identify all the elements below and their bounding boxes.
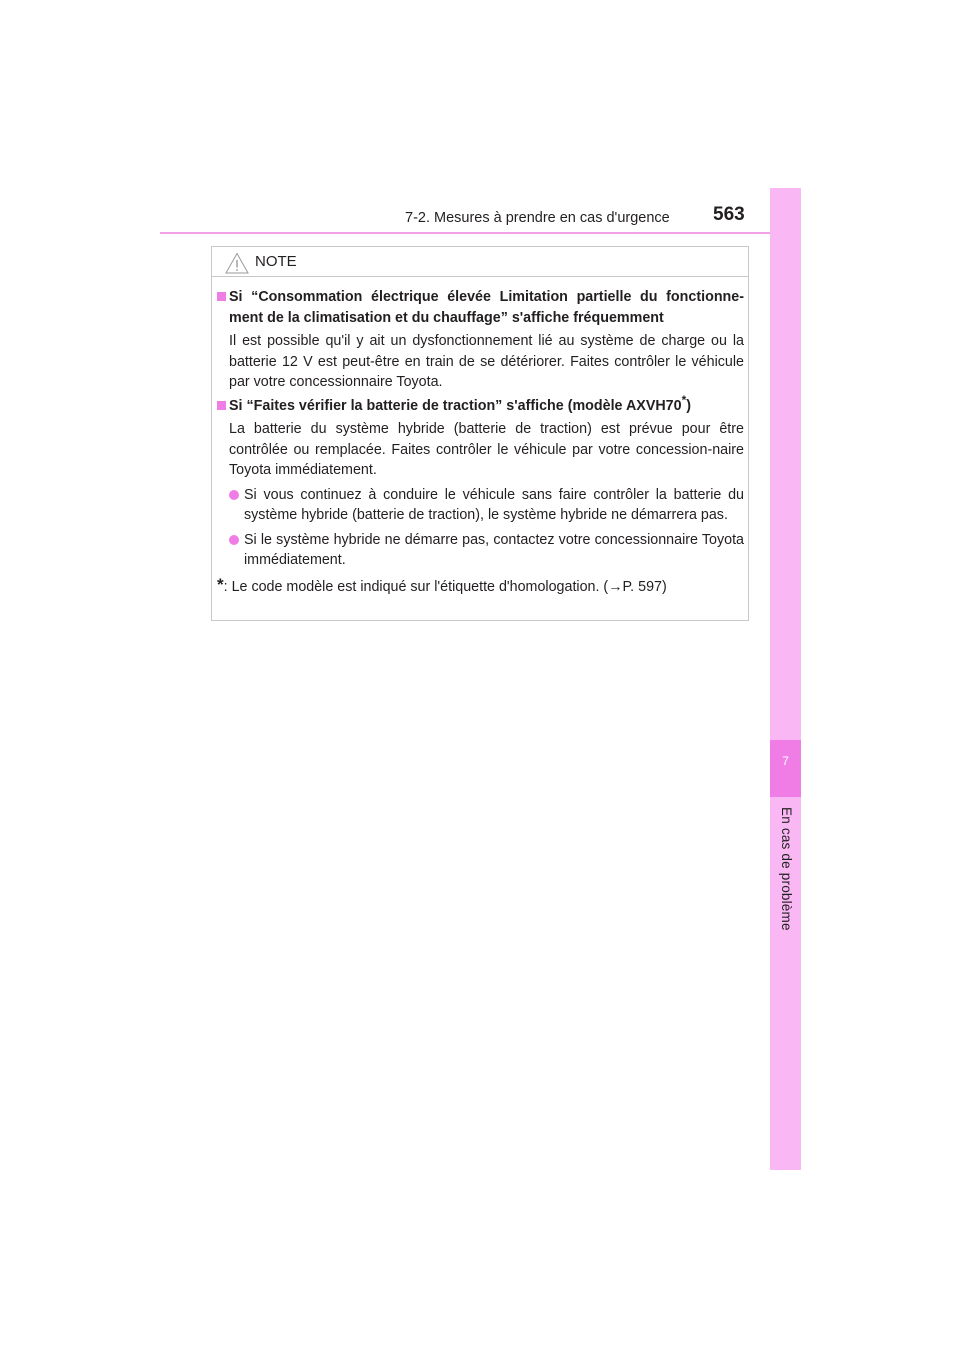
note-box — [211, 246, 749, 621]
note-paragraph-charge: Il est possible qu'il y ait un dysfonctionnement lié au système de charge ou la batterie 12 V est peut-être en train de se détériorer. Faites contrôler le véhicule par votre concessionnaire Toyota. — [229, 333, 744, 390]
warning-triangle-icon — [225, 252, 249, 274]
heading-close-paren: ) — [686, 397, 692, 414]
square-bullet-icon — [217, 401, 226, 410]
section-title: 7-2. Mesures à prendre en cas d'urgence — [405, 210, 670, 226]
round-bullet-icon — [229, 535, 239, 545]
heading-text: Si “Consommation électrique élevée Limitation partielle du fonctionne-ment de la climatisation et du chauffage” s'affiche fréquemment — [229, 289, 744, 326]
footnote-text: : Le code modèle est indiqué sur l'étiquette d'homologation. (→P. 597) — [223, 578, 667, 595]
footnote-asterisk: * — [217, 574, 224, 594]
header-rule — [160, 232, 800, 234]
note-heading-consumption — [217, 287, 744, 328]
square-bullet-icon — [217, 292, 226, 301]
note-bullet-continue-driving — [217, 485, 744, 526]
round-bullet-icon — [229, 490, 239, 500]
model-code-footnote — [217, 575, 744, 598]
note-bullet-no-start — [217, 530, 744, 571]
bullet-text: Si vous continuez à conduire le véhicule sans faire contrôler la batterie du système hybride (batterie de traction), le système hybride ne démarrera pas. — [244, 486, 744, 523]
note-heading-traction-battery — [217, 392, 744, 417]
note-label: NOTE — [255, 253, 297, 270]
chapter-number: 7 — [782, 754, 789, 768]
page-number: 563 — [713, 204, 745, 225]
chapter-label: En cas de problème — [779, 807, 794, 931]
bullet-text: Si le système hybride ne démarre pas, contactez votre concessionnaire Toyota immédiatement. — [244, 531, 744, 568]
chapter-number-block — [770, 740, 801, 797]
heading-asterisk: * — [681, 392, 687, 407]
note-paragraph-traction: La batterie du système hybride (batterie de traction) est prévue pour être contrôlée ou remplacée. Faites contrôler le véhicule par votre concession-naire Toyota immédiatement. — [229, 421, 744, 478]
chapter-side-tab — [770, 188, 801, 1170]
heading-text: Si “Faites vérifier la batterie de traction” s'affiche (modèle AXVH70 — [229, 397, 682, 414]
note-header — [212, 247, 748, 277]
note-body — [217, 287, 744, 597]
